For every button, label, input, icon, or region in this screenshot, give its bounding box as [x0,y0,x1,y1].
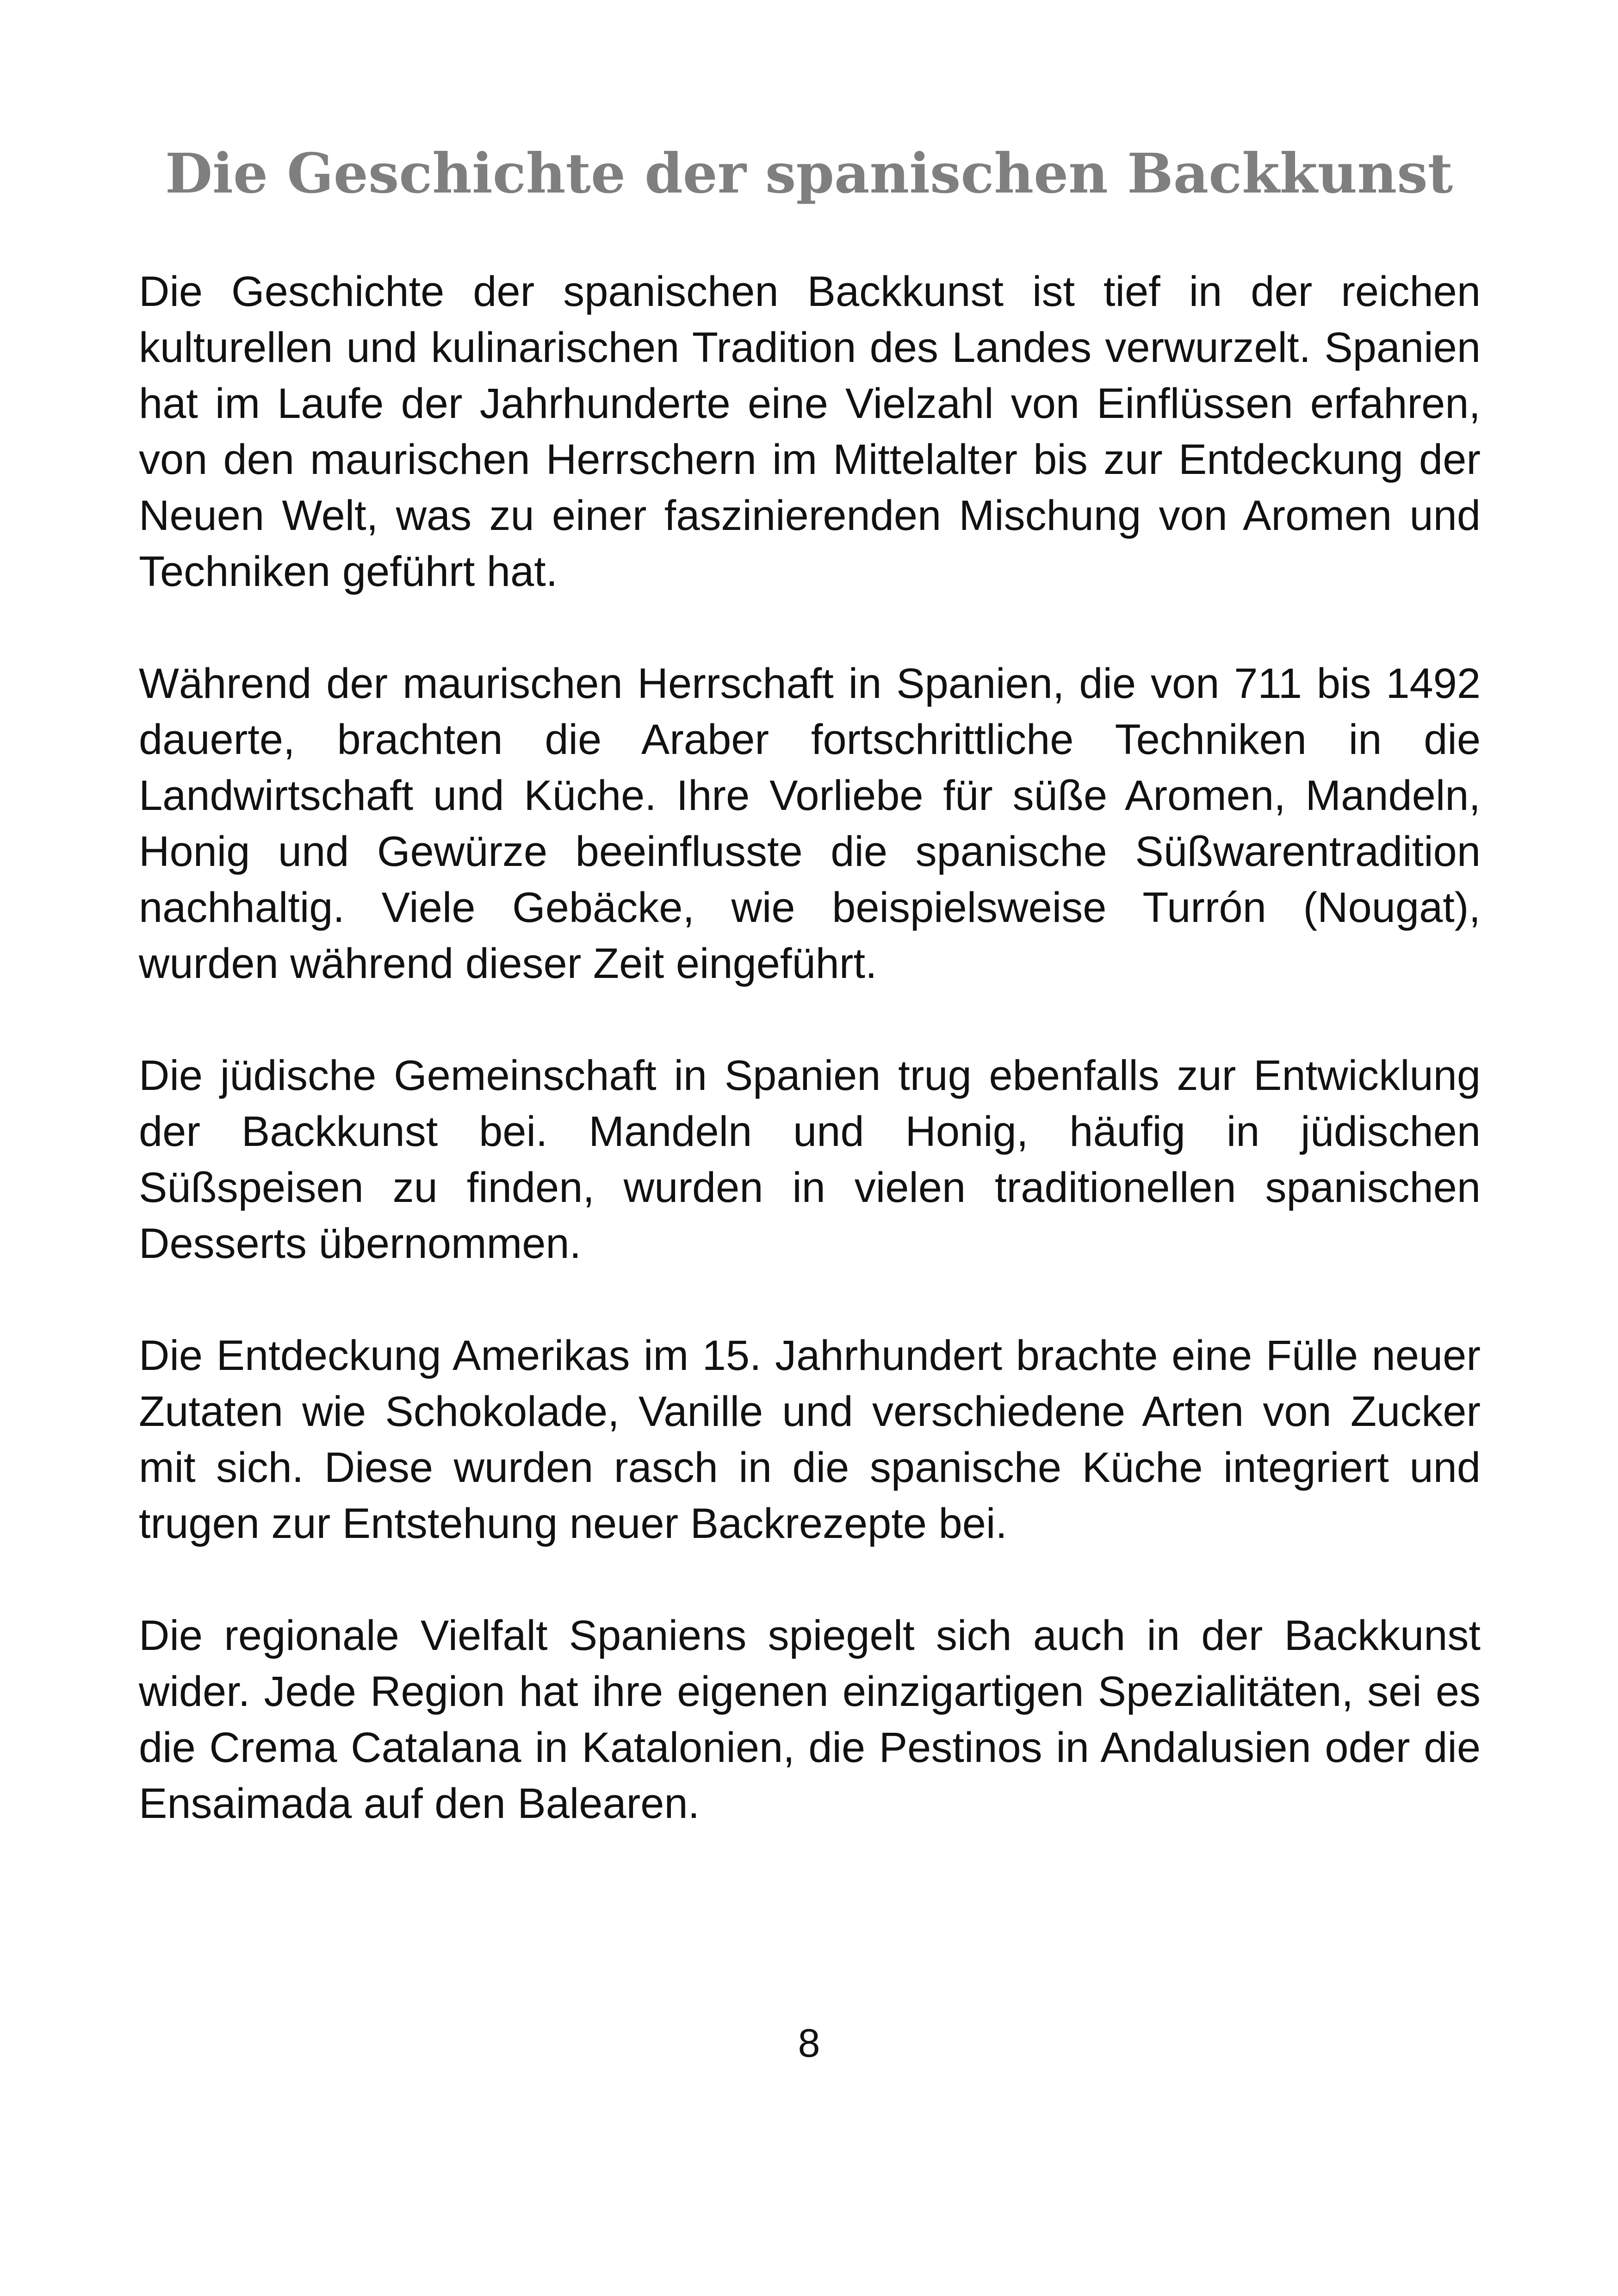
paragraph-regional-diversity: Die regionale Vielfalt Spaniens spiegelt sich auch in der Backkunst wider. Jede Region hat ihre eigenen einzigartigen Spezialitäten, sei es die Crema Catalana in Katalonien, die Pestinos in Andalusien oder die Ensaimada auf den Balearen. [139,1612,1481,1827]
paragraph-jewish-influence: Die jüdische Gemeinschaft in Spanien trug ebenfalls zur Entwicklung der Backkunst bei. Mandeln und Honig, häufig in jüdischen Süßspeisen zu finden, wurden in vielen traditionellen spanischen Desserts übernommen. [139,1052,1481,1267]
page-number: 8 [798,2021,820,2066]
paragraph-history-intro: Die Geschichte der spanischen Backkunst ist tief in der reichen kulturellen und kulinarischen Tradition des Landes verwurzelt. Spanien hat im Laufe der Jahrhunderte eine Vielzahl von Einflüssen erfahren, von den maurischen Herrschern im Mittelalter bis zur Entdeckung der Neuen Welt, was zu einer faszinierenden Mischung von Aromen und Techniken geführt hat. [139,268,1481,595]
paragraph-americas-discovery: Die Entdeckung Amerikas im 15. Jahrhundert brachte eine Fülle neuer Zutaten wie Schokolade, Vanille und verschiedene Arten von Zucker mit sich. Diese wurden rasch in die spanische Küche integriert und trugen zur Entstehung neuer Backrezepte bei. [139,1332,1481,1547]
page-title: Die Geschichte der spanischen Backkunst [165,141,1453,205]
body-text [139,264,1481,1888]
paragraph-moorish-influence: Während der maurischen Herrschaft in Spanien, die von 711 bis 1492 dauerte, brachten die Araber fortschrittliche Techniken in die Landwirtschaft und Küche. Ihre Vorliebe für süße Aromen, Mandeln, Honig und Gewürze beeinflusste die spanische Süßwarentradition nachhaltig. Viele Gebäcke, wie beispielsweise Turrón (Nougat), wurden während dieser Zeit eingeführt. [139,660,1481,987]
